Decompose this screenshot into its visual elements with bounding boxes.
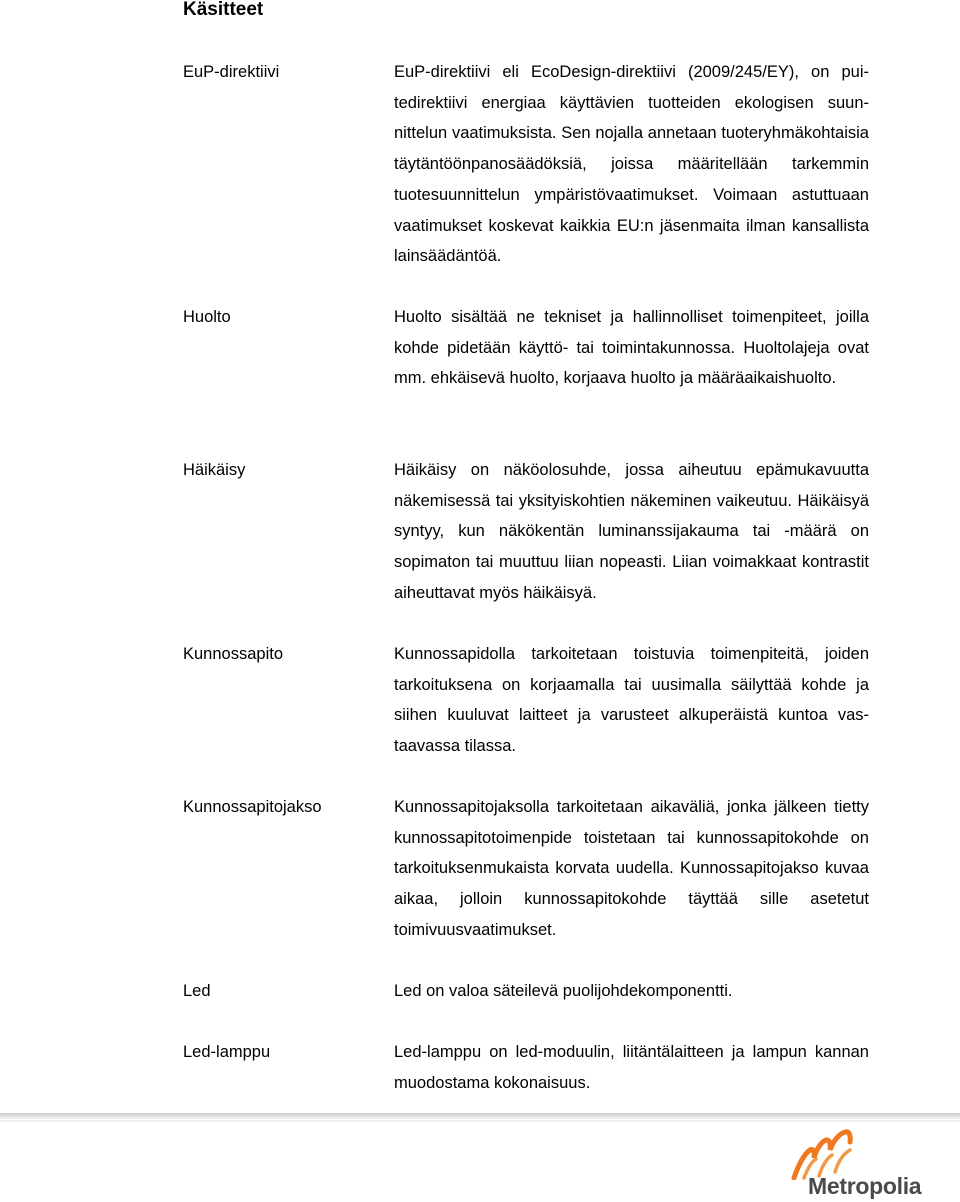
entry-definition: Häikäisy on näköolosuhde, jossa aiheutuu epämukavuutta näkemisessä tai yksityiskohtien näkeminen vaikeutuu. Häikäisyä syntyy, kun näkökentän luminanssijakauma tai -määrä on sopimaton tai muuttuu liian nopeasti. Liian voimakkaat kontrastit aiheuttavat myös häikäisyä.: [394, 461, 869, 602]
entry-definition: Kunnossapitojaksolla tarkoitetaan aikaväliä, jonka jälkeen tietty kunnossapitotoimenpide toistetaan tai kunnossapitokohde on tarkoituksenmukaista korvata uudella. Kunnossapitojakso kuvaa aikaa, jolloin kunnossapitokohde täyttää sille asetetut toimivuusvaatimukset.: [394, 798, 869, 939]
footer-band: [0, 1113, 960, 1119]
entry-definition: Led-lamppu on led-moduulin, liitäntälaitteen ja lampun kannan muodostama kokonaisuus.: [394, 1043, 869, 1092]
page-title: Käsitteet: [183, 0, 264, 20]
entry-definition: Kunnossapidolla tarkoitetaan toistuvia toimenpiteitä, joiden tarkoituksena on korjaamalla tai uusimalla säilyttää kohde ja siihen kuuluvat laitteet ja varusteet alkuperäistä kuntoa vastaavassa tilassa.: [394, 645, 869, 756]
entry-term: Häikäisy: [183, 461, 246, 479]
entry-term: Kunnossapito: [183, 645, 283, 663]
metropolia-logo: [780, 1128, 950, 1202]
entry-term: Led-lamppu: [183, 1043, 271, 1061]
entry-term: Kunnossapitojakso: [183, 798, 322, 816]
entry-term: Huolto: [183, 308, 231, 326]
entry-definition: Led on valoa säteilevä puolijohdekomponentti.: [394, 982, 733, 1000]
entry-definition: Huolto sisältää ne tekniset ja hallinnolliset toimenpiteet, joilla kohde pidetään käyttö- tai toimintakunnossa. Huoltolajeja ovat mm. ehkäisevä huolto, korjaava huolto ja määräaikaishuolto.: [394, 308, 869, 388]
logo-wordmark: Metropolia: [808, 1173, 922, 1199]
footer-band-highlight: [0, 1120, 960, 1122]
entry-term: Led: [183, 982, 211, 1000]
entry-definition: EuP-direktiivi eli EcoDesign-direktiivi (2009/245/EY), on puitedirektiivi energiaa käyttävien tuotteiden ekologisen suunnittelun vaatimuksista. Sen nojalla annetaan tuoteryhmäkohtaisia täytäntöönpanosäädöksiä, joissa määritellään tarkemmin tuotesuunnittelun ympäristövaatimukset. Voimaan astuttuaan vaatimukset koskevat kaikkia EU:n jäsenmaita ilman kansallista lainsäädäntöä.: [394, 63, 869, 266]
entry-term: EuP-direktiivi: [183, 63, 280, 81]
